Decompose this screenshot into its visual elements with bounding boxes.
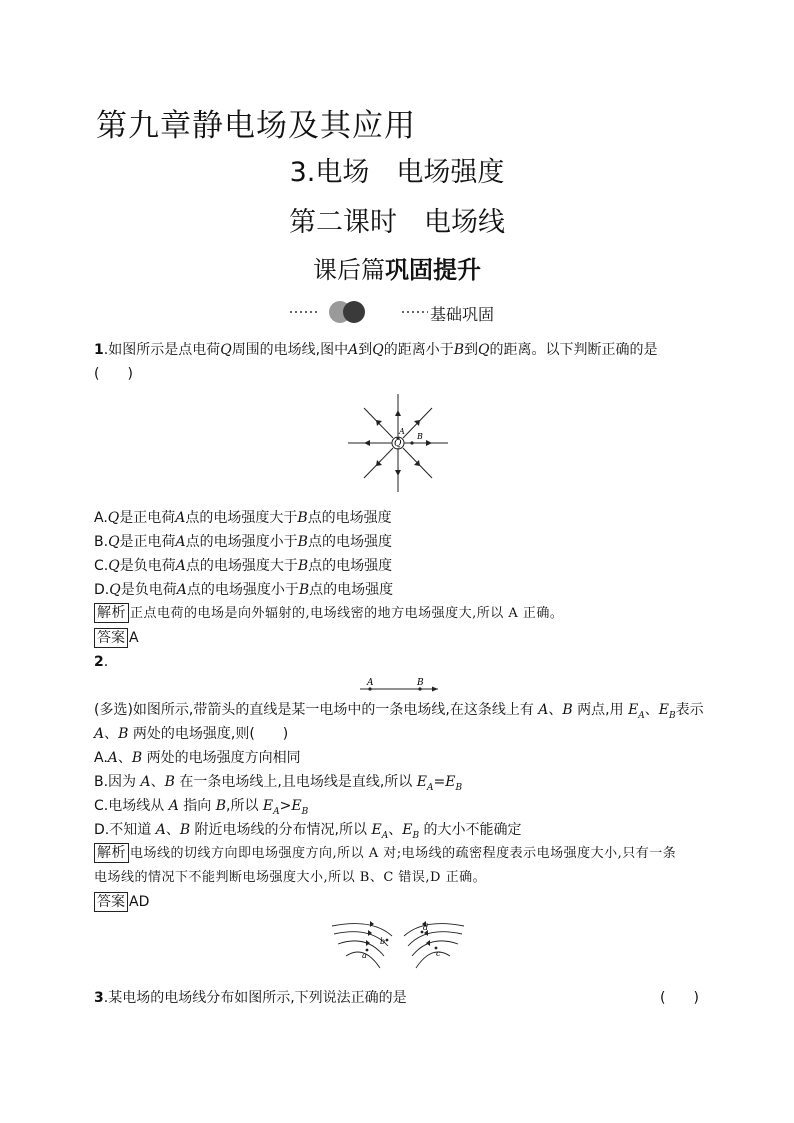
- chapter-title: 第九章静电场及其应用: [96, 108, 416, 144]
- section-title: 3.电场 电场强度: [289, 157, 505, 188]
- q1-option-a: A.Q是正电荷A点的电场强度大于B点的电场强度: [94, 510, 392, 526]
- q2-figure-label-a: A: [367, 678, 374, 688]
- banner-circle-dark: [343, 301, 365, 323]
- q3-figure-label-a: a: [362, 951, 367, 960]
- q1-figure-label-a: A: [399, 427, 405, 436]
- q2-analysis-line2: 电场线的情况下不能判断电场强度大小,所以 B、C 错误,D 正确。: [94, 870, 487, 885]
- answer-tag: 答案: [94, 628, 128, 648]
- q2-number: 2.: [94, 654, 109, 670]
- q2-answer: [94, 890, 149, 914]
- analysis-tag: 解析: [94, 843, 129, 863]
- q2-figure-field-line: [358, 676, 442, 694]
- q1-option-c: C.Q是负电荷A点的电场强度大于B点的电场强度: [94, 558, 393, 574]
- answer-tag: 答案: [94, 892, 128, 912]
- subtitle-normal: 课后篇: [313, 256, 385, 284]
- q3-figure-label-d: d: [423, 923, 429, 932]
- q3-figure-label-c: c: [436, 949, 441, 958]
- q1-figure-radial-field: [346, 388, 450, 496]
- q1-option-b: B.Q是正电荷A点的电场强度小于B点的电场强度: [94, 534, 392, 550]
- q3-stem: 3.某电场的电场线分布如图所示,下列说法正确的是: [94, 990, 407, 1006]
- q1-analysis: [94, 602, 563, 626]
- q2-option-b: B.因为 A、B 在一条电场线上,且电场线是直线,所以 $E_A=E_B$: [94, 774, 463, 793]
- q2-option-c: C.电场线从 A 指向 B,所以 $E_A>E_B$: [94, 798, 309, 817]
- q1-blank: ( ): [94, 366, 133, 382]
- q2-figure-label-b: B: [417, 678, 424, 688]
- q2-answer-value: AD: [129, 894, 150, 910]
- subtitle: [0, 250, 794, 285]
- q3-figure-label-b: b: [380, 937, 386, 946]
- banner-label: 基础巩固: [430, 305, 495, 324]
- q1-answer-value: A: [129, 630, 139, 646]
- q1-figure-label-q: Q: [394, 439, 402, 449]
- q3-blank: ( ): [660, 990, 699, 1006]
- q2-stem-line1: (多选)如图所示,带箭头的直线是某一电场中的一条电场线,在这条线上有 A、B 两点,用 $E_A$、$E_B$表示: [94, 702, 704, 721]
- q3-figure-field-lines: [330, 912, 466, 974]
- q1-stem: 1.如图所示是点电荷Q周围的电场线,图中A到Q的距离小于B到Q的距离。以下判断正确的是: [94, 342, 658, 358]
- q2-analysis-line1: [94, 842, 676, 866]
- analysis-tag: 解析: [94, 603, 129, 623]
- q2-stem-line2: A、B 两处的电场强度,则( ): [94, 726, 289, 742]
- lesson-title: 第二课时 电场线: [289, 207, 505, 238]
- subtitle-bold: 巩固提升: [385, 256, 481, 284]
- q1-analysis-text: 正点电荷的电场是向外辐射的,电场线密的地方电场强度大,所以 A 正确。: [130, 606, 564, 621]
- q1-option-d: D.Q是负电荷A点的电场强度小于B点的电场强度: [94, 582, 394, 598]
- q1-answer: [94, 626, 139, 650]
- q2-option-d: D.不知道 A、B 附近电场线的分布情况,所以 $E_A$、$E_B$ 的大小不能确定: [94, 822, 522, 841]
- q2-analysis-text-1: 电场线的切线方向即电场强度方向,所以 A 对;电场线的疏密程度表示电场强度大小,只有一条: [130, 846, 677, 861]
- q1-figure-label-b: B: [417, 432, 423, 441]
- q2-option-a: A.A、B 两处的电场强度方向相同: [94, 750, 301, 766]
